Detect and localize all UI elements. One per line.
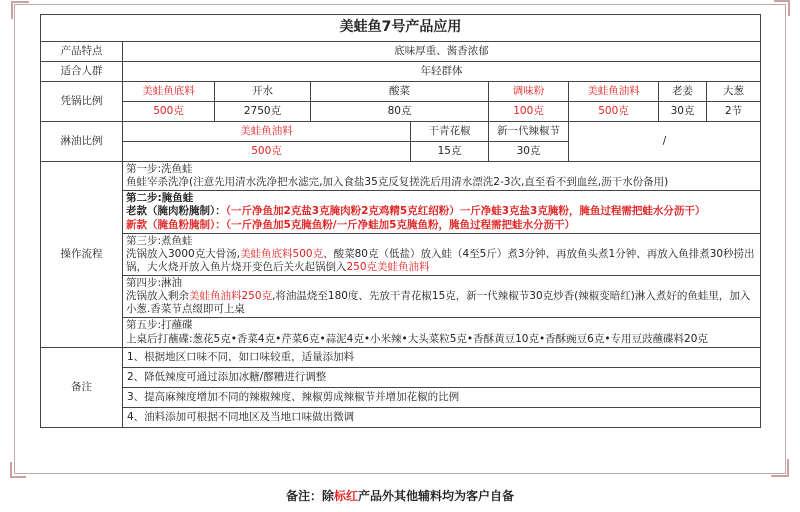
oil-label: 淋油比例	[41, 122, 123, 162]
pot-item-name: 老姜	[659, 82, 707, 102]
note-item: 3、提高麻辣度增加不同的辣椒辣度、辣椒剪成辣椒节并增加花椒的比例	[123, 387, 761, 407]
pot-label: 凭锅比例	[41, 82, 123, 122]
step-4-text: 洗锅放入剩余	[126, 290, 189, 303]
pot-item-qty: 80克	[311, 102, 489, 122]
pot-item-name: 调味粉	[489, 82, 569, 102]
step-5-title: 第五步:打蘸碟	[126, 319, 193, 332]
step-2-new-label: 新款（腌鱼粉腌制）：	[126, 218, 226, 231]
pot-item-name: 大葱	[707, 82, 761, 102]
note-item: 1、根据地区口味不同，如口味较重，适量添加料	[123, 347, 761, 367]
corner-ornament	[774, 0, 790, 16]
page-title: 美蛙鱼7号产品应用	[41, 15, 761, 42]
oil-item-name: 新一代辣椒节	[489, 122, 569, 142]
pot-item-name: 美蛙鱼油料	[569, 82, 659, 102]
pot-item-qty: 500克	[123, 102, 215, 122]
step-3-highlight: 250克美蛙鱼油料	[346, 260, 430, 273]
step-5-body: 上桌后打蘸碟:葱花5克•香菜4克•芹菜6克•蒜泥4克•小米辣•大头菜粒5克•香酥黄豆10克•香酥豌豆6克•专用豆豉蘸碟料20克	[126, 332, 708, 345]
step-4-highlight: 美蛙鱼油料250克	[189, 290, 273, 303]
step-1-body: 鱼蛙宰杀洗净(注意先用清水洗净把水滤完,加入食盐35克反复搓洗后用清水漂洗2-3次,直至看不到血丝,沥干水份备用)	[126, 176, 669, 189]
step-2-title: 第二步:腌鱼蛙	[126, 192, 194, 205]
step-3-title: 第三步:煮鱼蛙	[126, 234, 193, 247]
pot-item-qty: 2节	[707, 102, 761, 122]
pot-item-name: 开水	[215, 82, 311, 102]
pot-item-name: 美蛙鱼底料	[123, 82, 215, 102]
notes-label: 备注	[41, 347, 123, 427]
oil-item-qty: 30克	[489, 142, 569, 162]
step-3-highlight: 美蛙鱼底料500克	[240, 247, 324, 260]
product-table	[40, 14, 761, 428]
footer-text: 备注：除	[285, 489, 334, 503]
corner-ornament	[10, 462, 26, 478]
step-3	[123, 233, 761, 275]
pot-item-qty: 30克	[659, 102, 707, 122]
oil-item-qty: 15克	[411, 142, 489, 162]
pot-item-name: 酸菜	[311, 82, 489, 102]
step-2-old-label: 老款（腌肉粉腌制）：	[126, 205, 226, 218]
audience-value: 年轻群体	[123, 62, 761, 82]
features-value: 底味厚重、酱香浓郁	[123, 42, 761, 62]
oil-item-qty: 500克	[123, 142, 411, 162]
oil-slash: /	[569, 122, 761, 162]
oil-item-name: 干青花椒	[411, 122, 489, 142]
footer-highlight: 标红	[333, 489, 358, 503]
oil-item-name: 美蛙鱼油料	[123, 122, 411, 142]
step-4-title: 第四步:淋油	[126, 277, 183, 289]
note-item: 2、降低辣度可通过添加冰糖/醪糟进行调整	[123, 367, 761, 387]
step-4	[123, 276, 761, 318]
step-1-title: 第一步:洗鱼蛙	[126, 163, 193, 175]
step-2	[123, 191, 761, 233]
audience-label: 适合人群	[41, 62, 123, 82]
step-4-text: ,将油温烧至180度、先放干青花椒15克，新一代辣椒节30克炒香(辣椒变暗红)淋入煮好的鱼蛙里，加入小葱.香菜节点缀即可上桌	[126, 290, 751, 316]
pot-item-qty: 500克	[569, 102, 659, 122]
step-2-old-text: （一斤净鱼加2克盐3克腌肉粉2克鸡精5克红绍粉）一斤净蛙3克盐3克腌粉，腌鱼过程需把蛙水分沥干）	[225, 205, 706, 218]
pot-item-qty: 100克	[489, 102, 569, 122]
step-3-text: 洗锅放入3000克大骨汤,	[126, 247, 241, 260]
footer-note	[0, 487, 800, 504]
step-2-new-text: （一斤净鱼加5克腌鱼粉/一斤净蛙加5克腌鱼粉，腌鱼过程需把蛙水分沥干）	[225, 218, 575, 231]
footer-text: 产品外其他辅料均为客户自备	[358, 489, 515, 503]
step-5	[123, 318, 761, 347]
process-label: 操作流程	[41, 162, 123, 348]
step-1	[123, 162, 761, 191]
pot-item-qty: 2750克	[215, 102, 311, 122]
note-item: 4、油料添加可根据不同地区及当地口味做出微调	[123, 407, 761, 427]
step-3-text: 、酸菜80克（低盐）放入蛙（4至5斤）煮3分钟、再放鱼头煮1分钟、再放入鱼排煮30秒捞出锅，大火烧开放入鱼片烧开变色后关火起锅倒入	[126, 247, 755, 273]
features-label: 产品特点	[41, 42, 123, 62]
